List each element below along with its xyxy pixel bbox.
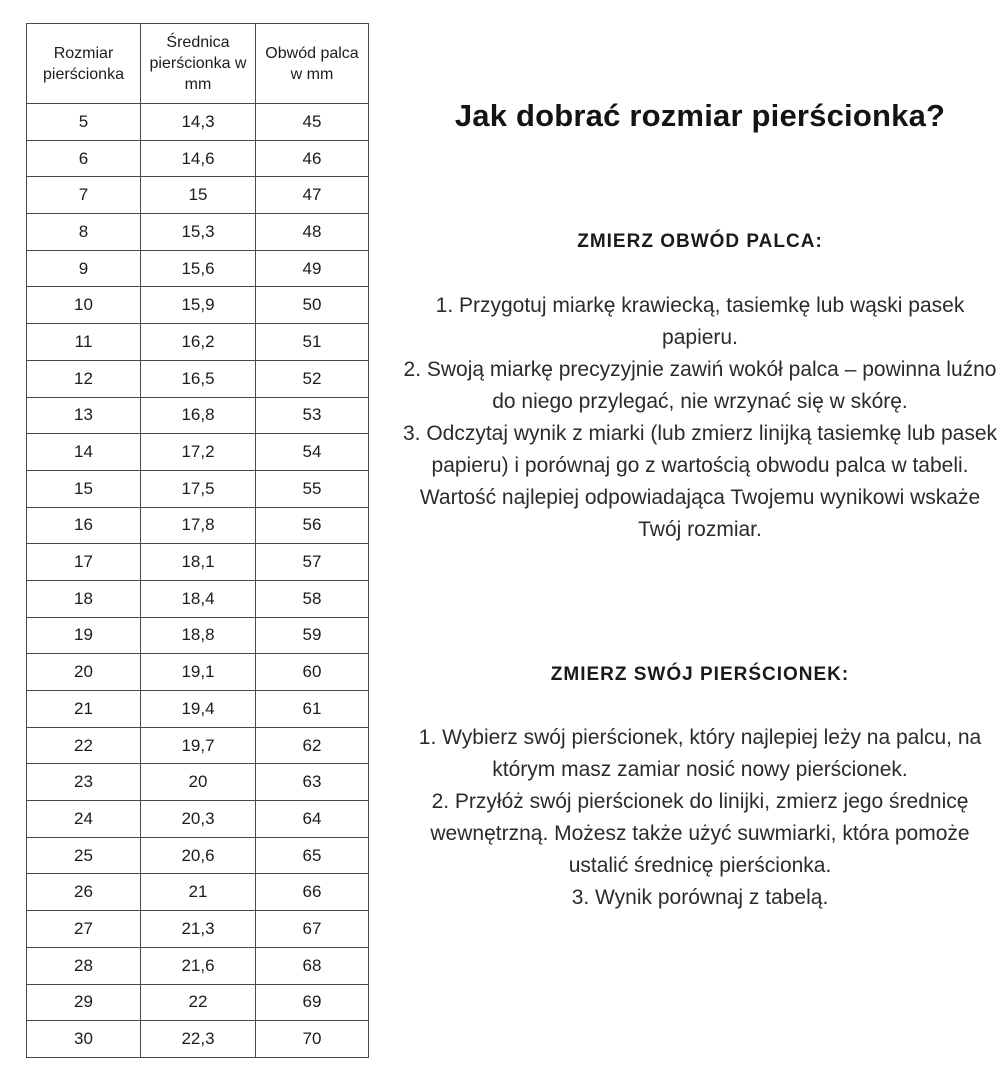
table-cell: 67 [256, 911, 369, 948]
table-cell: 65 [256, 837, 369, 874]
list-item: 3. Odczytaj wynik z miarki (lub zmierz linijką tasiemkę lub pasek papieru) i porównaj go z wartością obwodu palca w tabeli. Wartość najlepiej odpowiadająca Twojemu wynikowi wskaże Twój rozmiar. [402, 422, 998, 541]
table-header-row [27, 24, 369, 104]
table-cell: 14,6 [141, 140, 256, 177]
measure-finger-steps [400, 290, 1000, 546]
table-cell: 18,4 [141, 580, 256, 617]
table-row [27, 874, 369, 911]
table-cell: 14 [27, 434, 141, 471]
table-row [27, 691, 369, 728]
table-body [27, 104, 369, 1058]
table-cell: 20 [27, 654, 141, 691]
table-cell: 9 [27, 250, 141, 287]
table-cell: 21 [141, 874, 256, 911]
table-row [27, 1021, 369, 1058]
table-row [27, 250, 369, 287]
table-cell: 59 [256, 617, 369, 654]
table-cell: 16,5 [141, 360, 256, 397]
table-cell: 12 [27, 360, 141, 397]
table-cell: 15,9 [141, 287, 256, 324]
table-cell: 28 [27, 947, 141, 984]
table-cell: 22 [27, 727, 141, 764]
table-cell: 61 [256, 691, 369, 728]
table-cell: 46 [256, 140, 369, 177]
table-row [27, 654, 369, 691]
list-item: 1. Wybierz swój pierścionek, który najlepiej leży na palcu, na którym masz zamiar nosić nowy pierścionek. [418, 726, 982, 781]
section-heading-measure-finger: ZMIERZ OBWÓD PALCA: [577, 231, 823, 252]
table-cell: 47 [256, 177, 369, 214]
list-item: 2. Swoją miarkę precyzyjnie zawiń wokół palca – powinna luźno do niego przylegać, nie wrzynać się w skórę. [403, 358, 997, 413]
table-cell: 51 [256, 324, 369, 361]
table-cell: 22,3 [141, 1021, 256, 1058]
table-row [27, 580, 369, 617]
table-row [27, 764, 369, 801]
measure-ring-steps [400, 722, 1000, 914]
table-row [27, 287, 369, 324]
table-cell: 14,3 [141, 104, 256, 141]
table-cell: 15 [141, 177, 256, 214]
table-row [27, 544, 369, 581]
table-row [27, 837, 369, 874]
table-cell: 18 [27, 580, 141, 617]
ring-size-table [26, 23, 369, 1058]
table-cell: 49 [256, 250, 369, 287]
table-cell: 21,3 [141, 911, 256, 948]
table-row [27, 397, 369, 434]
table-cell: 16 [27, 507, 141, 544]
page-title: Jak dobrać rozmiar pierścionka? [454, 98, 946, 133]
table-cell: 20,6 [141, 837, 256, 874]
table-row [27, 947, 369, 984]
table-row [27, 360, 369, 397]
list-item: 2. Przyłóż swój pierścionek do linijki, zmierz jego średnicę wewnętrzną. Możesz także użyć suwmiarki, która pomoże ustalić średnicę pierścionka. [430, 790, 970, 877]
table-cell: 48 [256, 214, 369, 251]
table-row [27, 727, 369, 764]
table-cell: 10 [27, 287, 141, 324]
table-cell: 19,4 [141, 691, 256, 728]
table-cell: 5 [27, 104, 141, 141]
table-header [27, 24, 369, 104]
table-cell: 15,3 [141, 214, 256, 251]
table-cell: 30 [27, 1021, 141, 1058]
table-cell: 60 [256, 654, 369, 691]
table-cell: 50 [256, 287, 369, 324]
table-row [27, 911, 369, 948]
table-cell: 25 [27, 837, 141, 874]
header-ring-size: Rozmiar pierścionka [27, 24, 141, 104]
table-cell: 27 [27, 911, 141, 948]
table-row [27, 507, 369, 544]
table-cell: 19,7 [141, 727, 256, 764]
table-cell: 15 [27, 470, 141, 507]
section-heading-measure-ring: ZMIERZ SWÓJ PIERŚCIONEK: [550, 664, 850, 685]
table-row [27, 214, 369, 251]
table-cell: 55 [256, 470, 369, 507]
table-row [27, 177, 369, 214]
table-cell: 6 [27, 140, 141, 177]
table-cell: 22 [141, 984, 256, 1021]
table-cell: 56 [256, 507, 369, 544]
table-cell: 16,2 [141, 324, 256, 361]
header-ring-diameter: Średnica pierścionka w mm [141, 24, 256, 104]
table-cell: 20,3 [141, 801, 256, 838]
table-cell: 20 [141, 764, 256, 801]
table-row [27, 104, 369, 141]
table-cell: 69 [256, 984, 369, 1021]
table-cell: 11 [27, 324, 141, 361]
table-row [27, 984, 369, 1021]
table-cell: 23 [27, 764, 141, 801]
table-row [27, 617, 369, 654]
list-item: 1. Przygotuj miarkę krawiecką, tasiemkę lub wąski pasek papieru. [435, 294, 965, 349]
table-row [27, 801, 369, 838]
list-item: 3. Wynik porównaj z tabelą. [571, 886, 829, 909]
table-cell: 17,5 [141, 470, 256, 507]
table-cell: 15,6 [141, 250, 256, 287]
table-cell: 53 [256, 397, 369, 434]
table-cell: 18,8 [141, 617, 256, 654]
table-cell: 17,2 [141, 434, 256, 471]
table-cell: 17 [27, 544, 141, 581]
header-finger-circumference: Obwód palca w mm [256, 24, 369, 104]
table-row [27, 140, 369, 177]
table-cell: 26 [27, 874, 141, 911]
table-cell: 57 [256, 544, 369, 581]
table-cell: 62 [256, 727, 369, 764]
table-cell: 18,1 [141, 544, 256, 581]
table-cell: 7 [27, 177, 141, 214]
table-cell: 16,8 [141, 397, 256, 434]
table-cell: 66 [256, 874, 369, 911]
table-cell: 68 [256, 947, 369, 984]
table-cell: 17,8 [141, 507, 256, 544]
table-cell: 19,1 [141, 654, 256, 691]
table-cell: 63 [256, 764, 369, 801]
table-cell: 24 [27, 801, 141, 838]
table-cell: 64 [256, 801, 369, 838]
table-cell: 21 [27, 691, 141, 728]
table-cell: 21,6 [141, 947, 256, 984]
table-cell: 58 [256, 580, 369, 617]
table-cell: 29 [27, 984, 141, 1021]
table-row [27, 434, 369, 471]
table-cell: 13 [27, 397, 141, 434]
table-cell: 8 [27, 214, 141, 251]
table-cell: 19 [27, 617, 141, 654]
table-cell: 45 [256, 104, 369, 141]
table-cell: 54 [256, 434, 369, 471]
table-cell: 70 [256, 1021, 369, 1058]
table-row [27, 470, 369, 507]
table-cell: 52 [256, 360, 369, 397]
table-row [27, 324, 369, 361]
